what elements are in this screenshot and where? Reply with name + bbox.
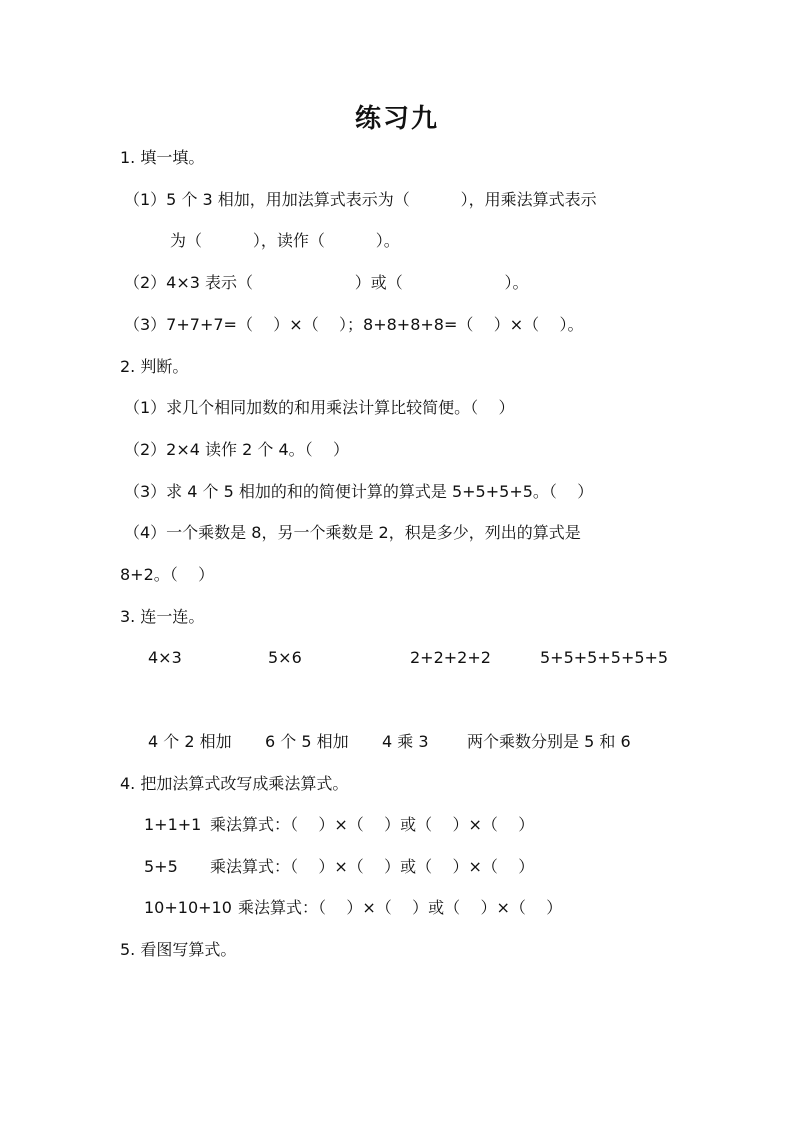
rewrite-answer: 乘法算式：（ ）×（ ）或（ ）×（ ）	[210, 857, 535, 876]
match-top-item: 5+5+5+5+5+5	[540, 648, 669, 667]
match-bottom-item: 两个乘数分别是 5 和 6	[467, 732, 631, 751]
match-bottom-item: 4 个 2 相加	[148, 732, 232, 751]
rewrite-expression: 10+10+10	[144, 898, 232, 917]
match-bottom-item: 6 个 5 相加	[265, 732, 349, 751]
rewrite-answer: 乘法算式：（ ）×（ ）或（ ）×（ ）	[238, 898, 563, 917]
s1-question-2: （2）4×3 表示（ ）或（ ）。	[124, 273, 529, 292]
match-top-item: 4×3	[148, 648, 182, 667]
s1-question-1-line-2: 为（ ），读作（ ）。	[170, 231, 400, 250]
s2-question-4-line-1: （4）一个乘数是 8，另一个乘数是 2，积是多少，列出的算式是	[124, 523, 581, 542]
rewrite-expression: 5+5	[144, 857, 178, 876]
rewrite-answer: 乘法算式：（ ）×（ ）或（ ）×（ ）	[210, 815, 535, 834]
s1-question-3: （3）7+7+7=（ ）×（ ）；8+8+8+8=（ ）×（ ）。	[124, 315, 584, 334]
section-5-heading: 5. 看图写算式。	[120, 940, 237, 959]
section-1-heading: 1. 填一填。	[120, 148, 205, 167]
match-top-item: 2+2+2+2	[410, 648, 491, 667]
page-title: 练习九	[354, 104, 439, 134]
rewrite-expression: 1+1+1	[144, 815, 202, 834]
s2-question-4-line-2: 8+2。（ ）	[120, 565, 215, 584]
s2-question-2: （2）2×4 读作 2 个 4。（ ）	[124, 440, 349, 459]
s1-question-1-line-1: （1）5 个 3 相加，用加法算式表示为（ ），用乘法算式表示	[124, 190, 597, 209]
s2-question-1: （1）求几个相同加数的和用乘法计算比较简便。（ ）	[124, 398, 515, 417]
section-4-heading: 4. 把加法算式改写成乘法算式。	[120, 774, 349, 793]
s2-question-3: （3）求 4 个 5 相加的和的简便计算的算式是 5+5+5+5。（ ）	[124, 482, 594, 501]
match-bottom-item: 4 乘 3	[382, 732, 429, 751]
match-top-item: 5×6	[268, 648, 302, 667]
section-3-heading: 3. 连一连。	[120, 607, 205, 626]
section-2-heading: 2. 判断。	[120, 357, 189, 376]
